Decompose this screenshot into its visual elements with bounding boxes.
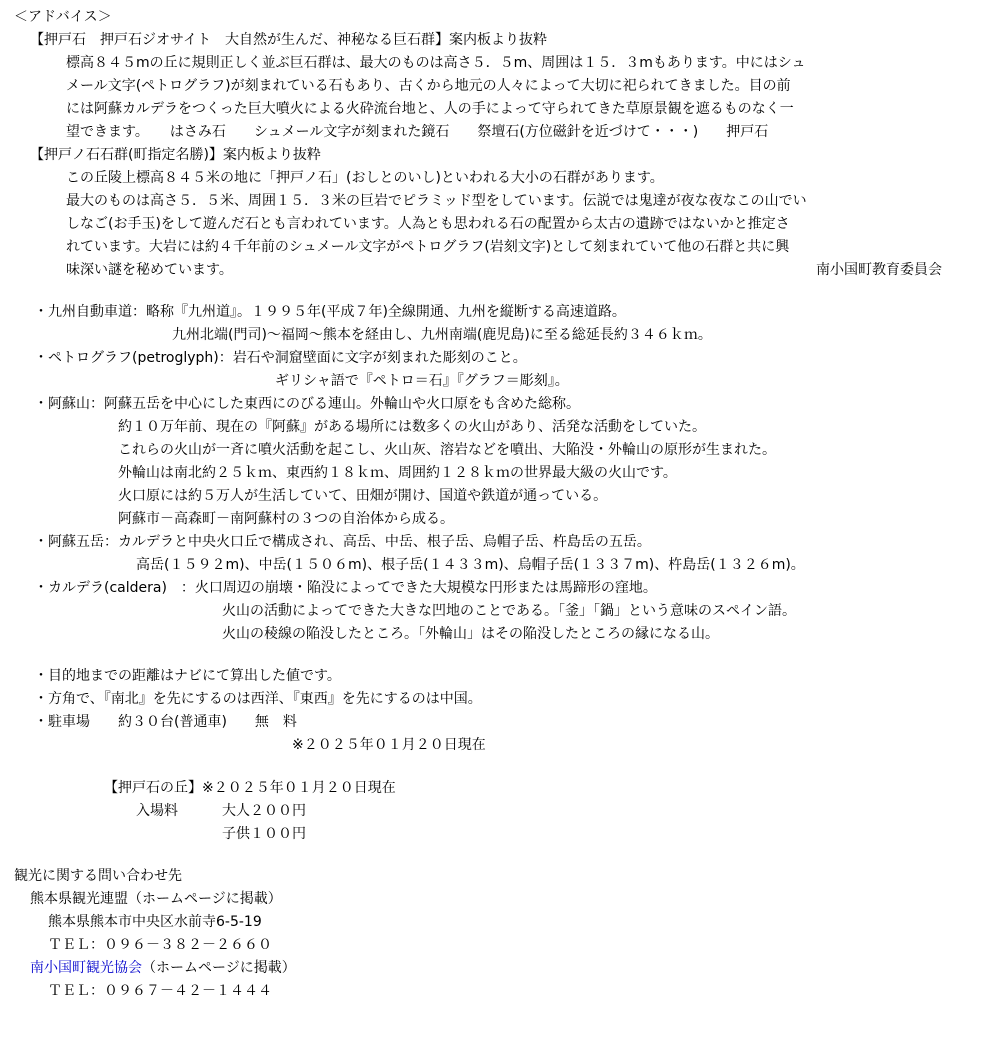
note-gogaku-heights: 高岳(１５９２m)、中岳(１５０６m)、根子岳(１４３３m)、烏帽子岳(１３３７m)、杵島岳(１３２６m)。 bbox=[136, 557, 805, 573]
note-asosan-detail: 外輪山は南北約２５ｋｍ、東西約１８ｋｍ、周囲約１２８ｋｍの世界最大級の火山です。 bbox=[118, 465, 677, 481]
oshito-title: 【押戸石 押戸石ジオサイト 大自然が生んだ、神秘なる巨石群】案内板より抜粋 bbox=[30, 32, 548, 48]
contact-org2 bbox=[30, 957, 296, 980]
oshito-paragraph-line: 標高８４５mの丘に規則正しく並ぶ巨石群は、最大のものは高さ５．５m、周囲は１５．３mもあります。中にはシュ bbox=[66, 55, 806, 71]
oshinoto-title: 【押戸ノ石石群(町指定名勝)】案内板より抜粋 bbox=[30, 147, 321, 163]
note-gogaku: ・阿蘇五岳：カルデラと中央火口丘で構成され、高岳、中岳、根子岳、烏帽子岳、杵島岳の五岳。 bbox=[34, 534, 651, 550]
advice-heading: ＜アドバイス＞ bbox=[14, 9, 112, 25]
direction-note: ・方角で、『南北』を先にするのは西洋、『東西』を先にするのは中国。 bbox=[34, 691, 482, 707]
note-asosan-detail: 約１０万年前、現在の『阿蘇』がある場所には数多くの火山があり、活発な活動をしていた。 bbox=[118, 419, 706, 435]
note-asosan: ・阿蘇山：阿蘇五岳を中心にした東西にのびる連山。外輪山や火口原をも含めた総称。 bbox=[34, 396, 580, 412]
fee-title: 【押戸石の丘】※２０２５年０１月２０日現在 bbox=[104, 780, 396, 796]
note-petroglyph: ・ペトログラフ(petroglyph)：岩石や洞窟壁面に文字が刻まれた彫刻のこと。 bbox=[34, 350, 527, 366]
note-expressway-detail: 九州北端(門司)～福岡～熊本を経由し、九州南端(鹿児島)に至る総延長約３４６ｋｍ。 bbox=[172, 327, 712, 343]
contact-org1-tel: ＴＥＬ：０９６－３８２－２６６０ bbox=[48, 937, 272, 953]
note-asosan-detail: これらの火山が一斉に噴火活動を起こし、火山灰、溶岩などを噴出、大陥没・外輪山の原形が生まれた。 bbox=[118, 442, 776, 458]
parking-info: ・駐車場 約３０台(普通車) 無 料 bbox=[34, 714, 297, 730]
note-asosan-detail: 火口原には約５万人が生活していて、田畑が開け、国道や鉄道が通っている。 bbox=[118, 488, 608, 504]
note-caldera-detail: 火山の活動によってできた大きな凹地のことである。「釜」「鍋」という意味のスペイン語。 bbox=[222, 603, 796, 619]
oshito-paragraph-line: メール文字(ペトログラフ)が刻まれている石もあり、古くから地元の人々によって大切に祀られてきました。目の前 bbox=[66, 78, 791, 94]
oshinoto-signature: 南小国町教育委員会 bbox=[816, 262, 942, 278]
oshinoto-paragraph-line: 味深い謎を秘めています。 bbox=[66, 262, 233, 278]
note-caldera-detail: 火山の稜線の陥没したところ。「外輪山」はその陥没したところの縁になる山。 bbox=[222, 626, 719, 642]
oshinoto-paragraph-line: 最大のものは高さ５．５米、周囲１５．３米の巨岩でピラミッド型をしています。伝説では鬼達が夜な夜なこの山でい bbox=[66, 193, 807, 209]
contact-org2-tel: ＴＥＬ：０９６７－４２－１４４４ bbox=[48, 983, 272, 999]
oshinoto-paragraph-line: しなご(お手玉)をして遊んだ石とも言われています。人為とも思われる石の配置から太古の遺跡ではないかと推定さ bbox=[66, 216, 790, 232]
note-petroglyph-detail: ギリシャ語で『ペトロ＝石』『グラフ＝彫刻』。 bbox=[275, 373, 569, 389]
note-expressway: ・九州自動車道：略称『九州道』。１９９５年(平成７年)全線開通、九州を縦断する高速道路。 bbox=[34, 304, 626, 320]
oshinoto-paragraph-line: れています。大岩には約４千年前のシュメール文字がペトログラフ(岩刻文字)として刻まれていて他の石群と共に興 bbox=[66, 239, 790, 255]
parking-date: ※２０２５年０１月２０日現在 bbox=[292, 737, 486, 753]
distance-note: ・目的地までの距離はナビにて算出した値です。 bbox=[34, 668, 341, 684]
contact-org1-address: 熊本県熊本市中央区水前寺6-5-19 bbox=[48, 914, 262, 930]
oshito-paragraph-line: 望できます。 はさみ石 シュメール文字が刻まれた鏡石 祭壇石(方位磁針を近づけて・・・) 押戸石 bbox=[66, 124, 769, 140]
contact-org2-link[interactable]: 南小国町観光協会 bbox=[30, 960, 142, 976]
oshito-paragraph-line: には阿蘇カルデラをつくった巨大噴火による火砕流台地と、人の手によって守られてきた草原景観を遮るものなく一 bbox=[66, 101, 794, 117]
fee-child: 子供１００円 bbox=[222, 826, 306, 842]
fee-label: 入場料 bbox=[136, 803, 178, 819]
oshinoto-paragraph-line: この丘陵上標高８４５米の地に「押戸ノ石」(おしとのいし)といわれる大小の石群があります。 bbox=[66, 170, 664, 186]
contact-heading: 観光に関する問い合わせ先 bbox=[14, 868, 182, 884]
contact-org1: 熊本県観光連盟（ホームページに掲載） bbox=[30, 891, 282, 907]
contact-org2-suffix: （ホームページに掲載） bbox=[142, 960, 296, 976]
fee-adult: 大人２００円 bbox=[222, 803, 306, 819]
note-caldera: ・カルデラ(caldera) ：火口周辺の崩壊・陥没によってできた大規模な円形または馬蹄形の窪地。 bbox=[34, 580, 657, 596]
note-asosan-detail: 阿蘇市－高森町－南阿蘇村の３つの自治体から成る。 bbox=[118, 511, 454, 527]
